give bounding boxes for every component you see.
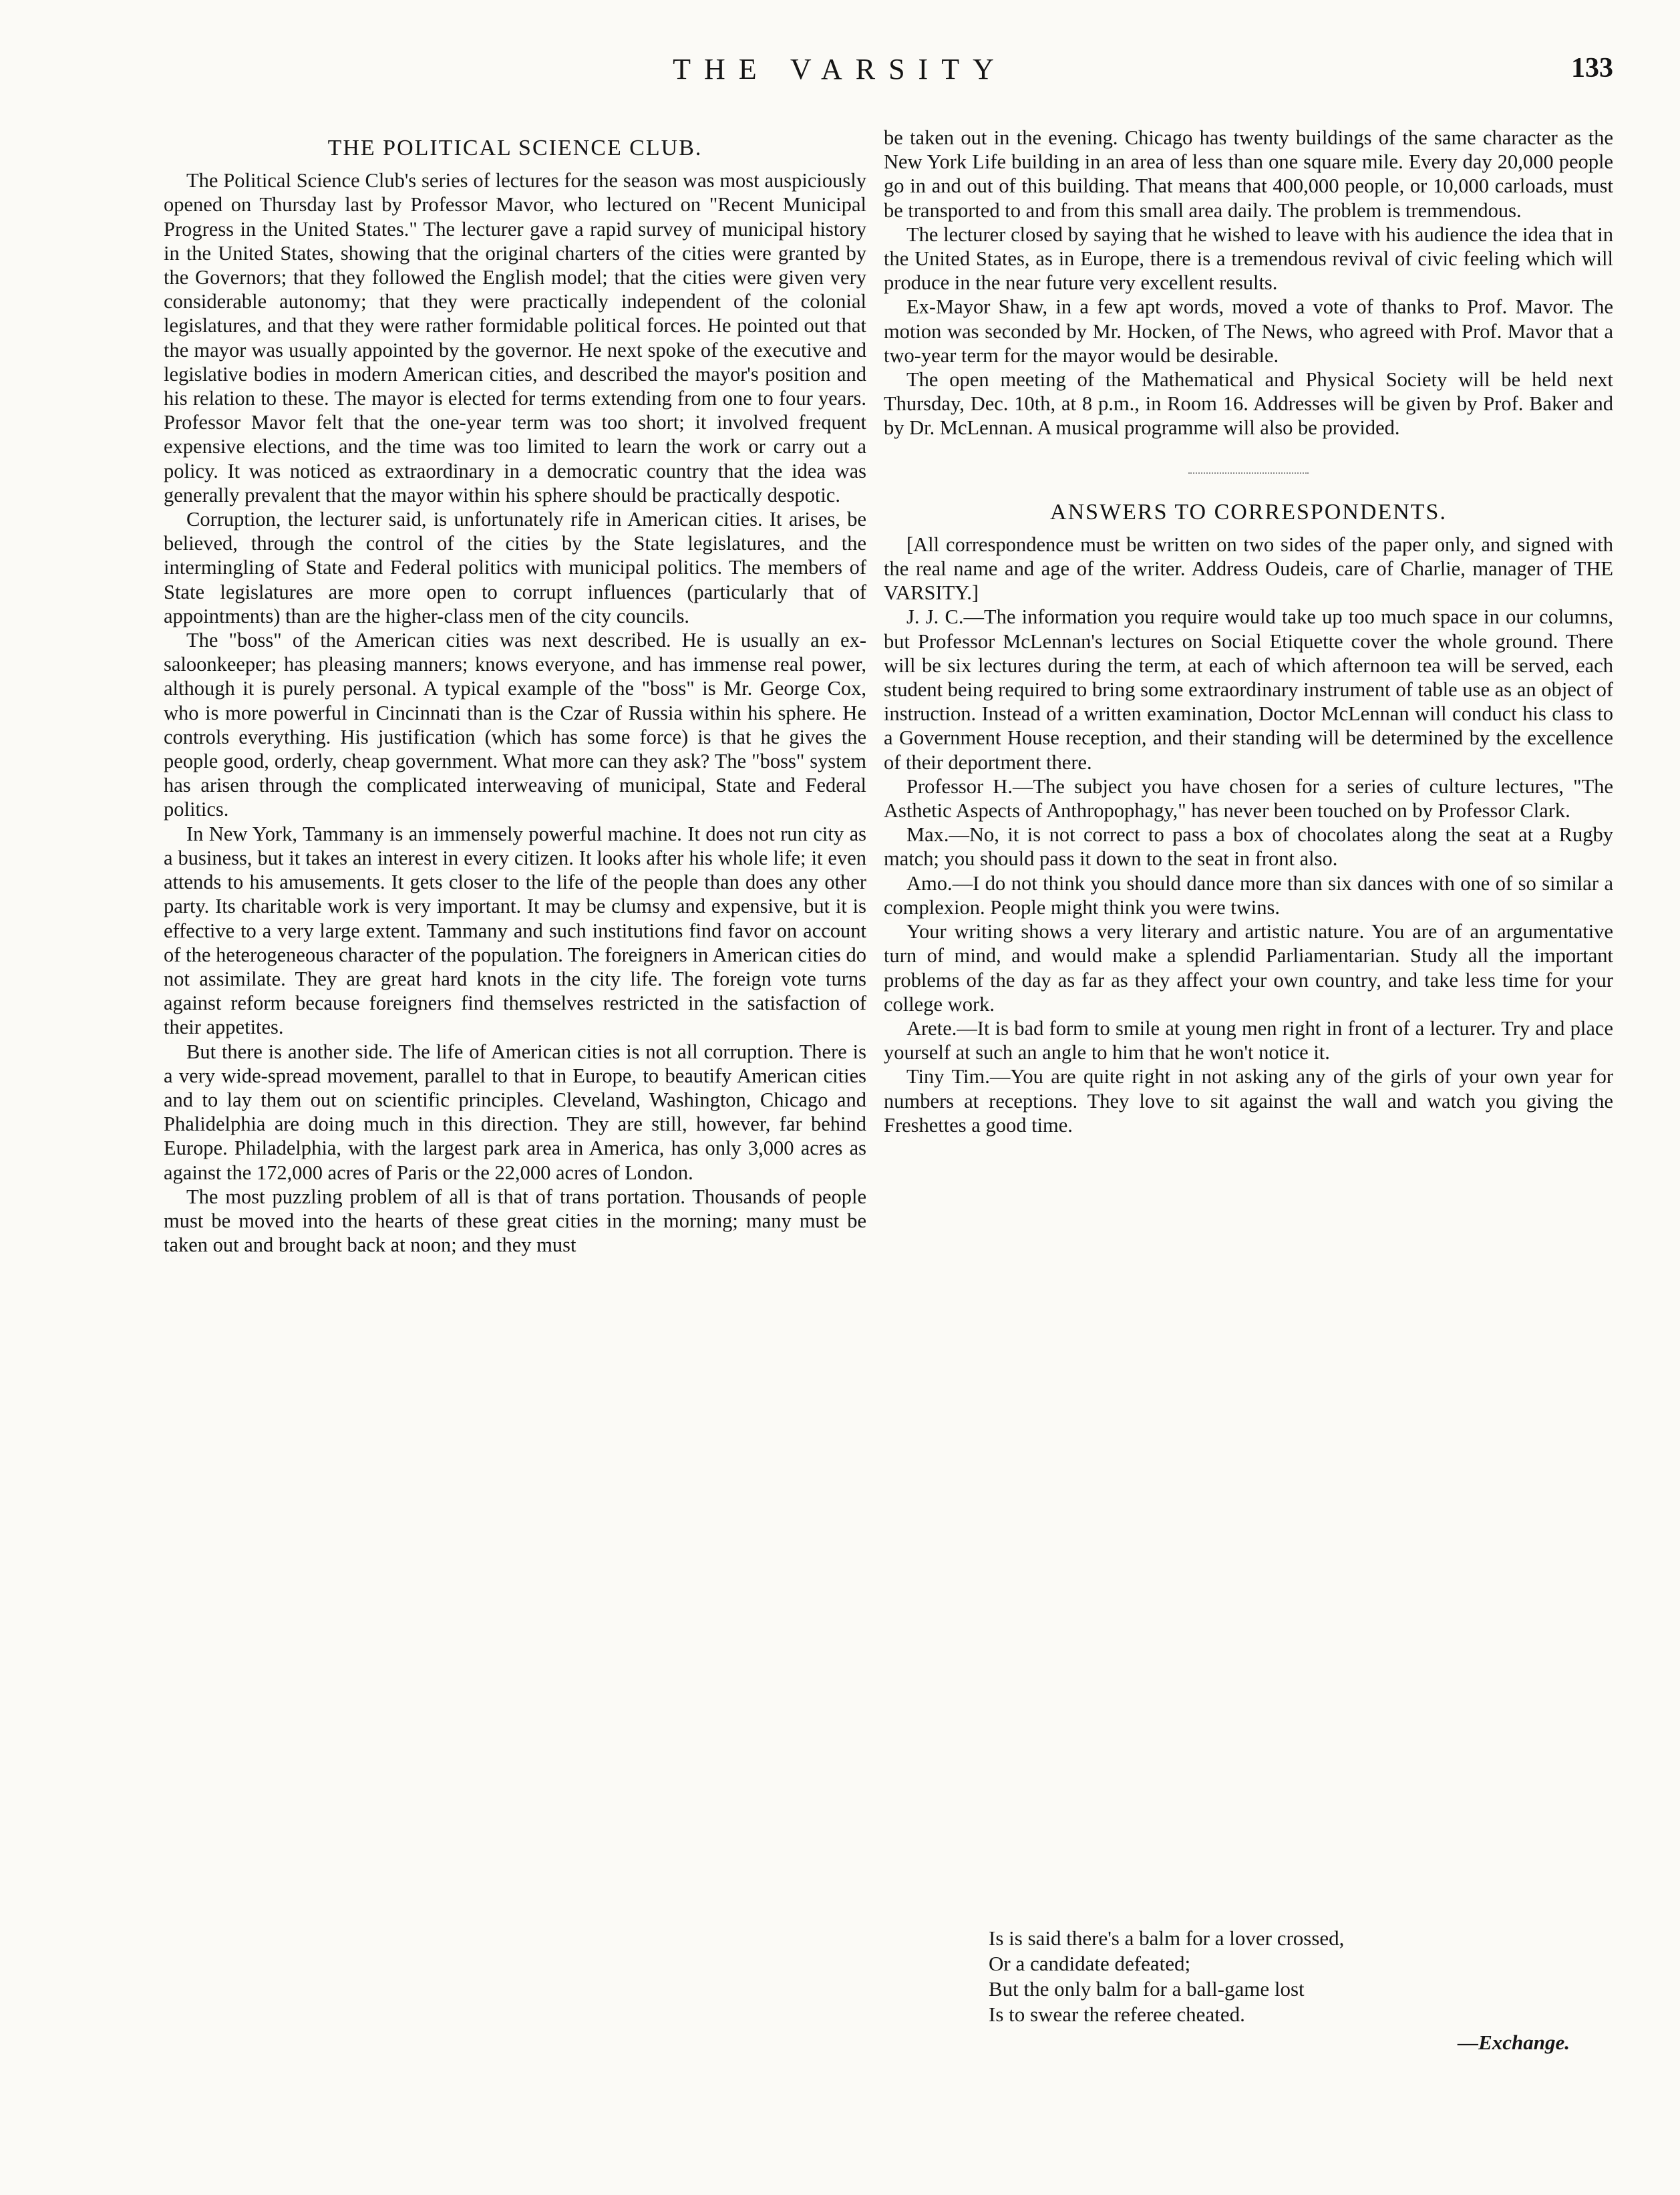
article-paragraph-continued: be taken out in the evening. Chicago has twenty buildings of the same character as the New York Life building in an area of less than one square mile. Every day 20,000 people go in and out of this building. That means that 400,000 people, or 10,000 carloads, must be transported to and from this small area daily. The problem is tremmendous.	[884, 126, 1613, 222]
article-paragraph: In New York, Tammany is an immensely powerful machine. It does not run city as a business, but it takes an interest in every citizen. It looks after his whole life; it even attends to his amusements. It gets closer to the life of the people than does any other party. Its charitable work is very important. It may be clumsy and expensive, but it is effective to a very large extent. Tammany and such institutions find favor on account of the heterogeneous character of the population. The foreigners in American cities do not assimilate. They are great hard knots in the city life. The foreign vote turns against reform because foreigners find themselves restricted in the satisfaction of their appetites.	[164, 822, 866, 1039]
article-paragraph: Ex-Mayor Shaw, in a few apt words, moved a vote of thanks to Prof. Mavor. The motion was seconded by Mr. Hocken, of The News, who agreed with Prof. Mavor that a two-year term for the mayor would be desirable.	[884, 295, 1613, 367]
left-column	[164, 127, 866, 1257]
answer-item: Arete.—It is bad form to smile at young men right in front of a lecturer. Try and place yourself at such an angle to him that he won't notice it.	[884, 1016, 1613, 1064]
article-paragraph: The most puzzling problem of all is that of trans portation. Thousands of people must be moved into the hearts of these great cities in the morning; many must be taken out and brought back at noon; and they must	[164, 1185, 866, 1257]
poem-line: Is is said there's a balm for a lover crossed,	[989, 1926, 1345, 1950]
answer-item: Amo.—I do not think you should dance more than six dances with one of so similar a complexion. People might think you were twins.	[884, 871, 1613, 919]
page-number: 133	[1571, 53, 1613, 84]
article-paragraph: Corruption, the lecturer said, is unfortunately rife in American cities. It arises, be believed, through the control of the cities by the State legislatures, and the intermingling of State and Federal politics with municipal politics. The members of State legislatures are more open to corrupt influences (particularly that of appointments) than are the higher-class men of the city councils.	[164, 508, 866, 627]
answer-item: Tiny Tim.—You are quite right in not asking any of the girls of your own year for numbers at receptions. They love to sit against the wall and watch you giving the Freshettes a good time.	[884, 1065, 1613, 1137]
answer-item: Professor H.—The subject you have chosen for a series of culture lectures, "The Asthetic Aspects of Anthropophagy," has never been touched on by Professor Clark.	[884, 774, 1613, 823]
article-paragraph: The "boss" of the American cities was next described. He is usually an ex-saloonkeeper; has pleasing manners; knows everyone, and has immense real power, although it is purely personal. A typical example of the "boss" is Mr. George Cox, who is more powerful in Cincinnati than is the Czar of Russia within his sphere. He controls everything. His justification (which has some force) is that he gives the people good, orderly, cheap government. What more can they ask? The "boss" system has arisen through the complicated interweaving of municipal, State and Federal politics.	[164, 629, 866, 821]
running-title: THE VARSITY	[673, 53, 1007, 86]
answer-item: J. J. C.—The information you require would take up too much space in our columns, but Professor McLennan's lectures on Social Etiquette cover the whole ground. There will be six lectures during the term, at each of which afternoon tea will be served, each student being required to bring some extraordinary instrument of table use as an object of instruction. Instead of a written examination, Doctor McLennan will conduct his class to a Government House reception, and their standing will be determined by the excellence of their deportment there.	[884, 605, 1613, 774]
answers-heading: ANSWERS TO CORRESPONDENTS.	[1050, 499, 1447, 525]
page-header	[0, 52, 1680, 106]
article-paragraph: The open meeting of the Mathematical and Physical Society will be held next Thursday, Dec. 10th, at 8 p.m., in Room 16. Addresses will be given by Prof. Baker and by Dr. McLennan. A musical programme will also be provided.	[884, 368, 1613, 440]
answer-item: Your writing shows a very literary and artistic nature. You are of an argumentative turn of mind, and would make a splendid Parliamentarian. Study all the important problems of the day as far as they affect your own country, and take less time for your college work.	[884, 920, 1613, 1016]
article-paragraph: But there is another side. The life of American cities is not all corruption. There is a very wide-spread movement, parallel to that in Europe, to beautify American cities and to lay them out on scientific principles. Cleveland, Washington, Chicago and Phalidelphia are doing much in this direction. They are still, however, far behind Europe. Philadelphia, with the largest park area in America, has only 3,000 acres as against the 172,000 acres of Paris or the 22,000 acres of London.	[164, 1040, 866, 1184]
answers-note: [All correspondence must be written on two sides of the paper only, and signed with the real name and age of the writer. Address Oudeis, care of Charlie, manager of THE VARSITY.]	[884, 533, 1613, 605]
answer-item: Max.—No, it is not correct to pass a box of chocolates along the seat at a Rugby match; you should pass it down to the seat in front also.	[884, 823, 1613, 871]
article-paragraph: The lecturer closed by saying that he wished to leave with his audience the idea that in the United States, as in Europe, there is a tremendous revival of civic feeling which will produce in the near future very excellent results.	[884, 223, 1613, 295]
poem-line: Or a candidate defeated;	[989, 1952, 1191, 1975]
poem-attribution: —Exchange.	[1458, 2031, 1570, 2054]
article-heading-political-science-club: THE POLITICAL SCIENCE CLUB.	[327, 136, 703, 160]
right-column	[884, 126, 1613, 1137]
article-paragraph: The Political Science Club's series of lectures for the season was most auspiciously opened on Thursday last by Professor Mavor, who lectured on "Recent Municipal Progress in the United States." The lecturer gave a rapid survey of municipal history in the United States, showing that the original charters of the cities were granted by the Governors; that they followed the English model; that the cities were given very considerable autonomy; that they were practically independent of the colonial legislatures, and that they were rather formidable political forces. He pointed out that the mayor was usually appointed by the governor. He next spoke of the executive and legislative bodies in modern American cities, and described the mayor's position and his relation to these. The mayor is elected for terms extending from one to four years. Professor Mavor felt that the one-year term was too short; it involved frequent expensive elections, and the time was too limited to learn the work or carry out a policy. It was noticed as extraordinary in a democratic country that the idea was generally prevalent that the mayor within his sphere should be practically despotic.	[164, 169, 866, 506]
poem-line: But the only balm for a ball-game lost	[989, 1977, 1305, 2001]
poem	[989, 1926, 1590, 2055]
section-divider	[1188, 472, 1309, 474]
poem-line: Is to swear the referee cheated.	[989, 2003, 1245, 2026]
